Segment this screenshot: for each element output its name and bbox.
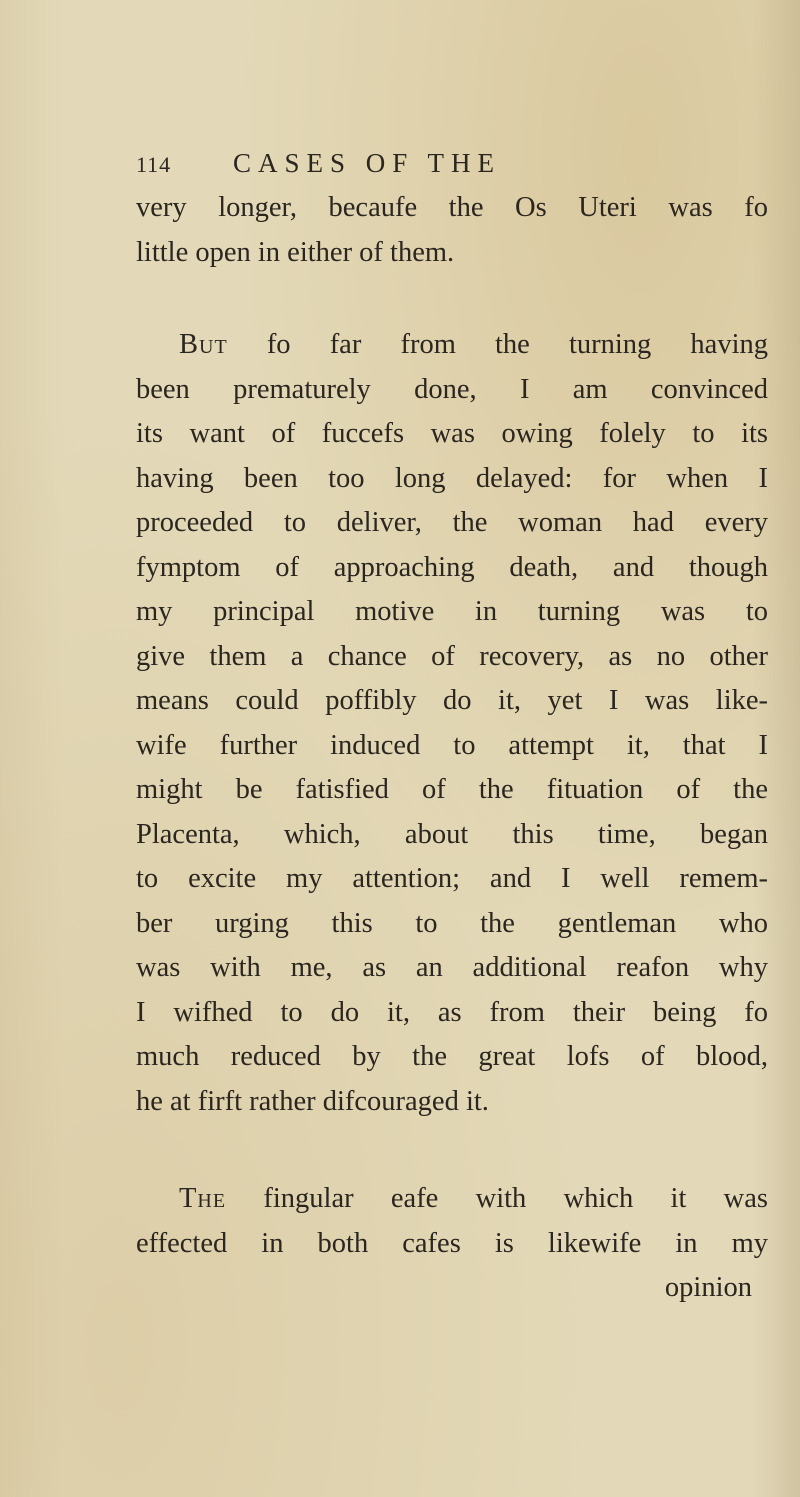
text-line: was with me, as an additional reafon why — [136, 952, 768, 983]
text-line: might be fatisfied of the fituation of the — [136, 774, 768, 805]
text-line: give them a chance of recovery, as no other — [136, 640, 768, 672]
text-line: much reduced by the great lofs of blood, — [136, 1041, 768, 1072]
catchword: opinion — [664, 1272, 752, 1303]
paragraph-lead-word: But — [179, 329, 228, 360]
text-line: Placenta, which, about this time, began — [136, 818, 768, 850]
text-line: effected in both cafes is likewife in my — [136, 1227, 768, 1259]
text-line: ber urging this to the gentleman who — [136, 907, 768, 939]
paragraph-lead-word: The — [179, 1183, 227, 1214]
text-line — [136, 1177, 768, 1222]
running-title: CASES OF THE — [232, 148, 501, 178]
paragraph-gap — [136, 1124, 768, 1177]
paragraph-2 — [136, 323, 768, 1124]
paragraph-1 — [136, 186, 768, 275]
body-text — [136, 186, 768, 1311]
text-line: fymptom of approaching death, and though — [136, 551, 768, 583]
text-line — [136, 323, 768, 368]
text-line-rest: fingular eafe with which it was — [226, 1183, 768, 1214]
text-line: proceeded to deliver, the woman had every — [136, 507, 768, 538]
text-line: means could poffibly do it, yet I was like- — [136, 685, 768, 716]
running-head — [136, 146, 776, 180]
page-number: 114 — [136, 152, 172, 177]
text-line: having been too long delayed: for when I — [136, 462, 768, 494]
text-line: to excite my attention; and I well remem- — [136, 863, 768, 894]
text-line: its want of fuccefs was owing folely to its — [136, 418, 768, 449]
paragraph-gap — [136, 275, 768, 323]
text-line: been prematurely done, I am convinced — [136, 373, 768, 405]
text-line: wife further induced to attempt it, that I — [136, 729, 768, 761]
text-line: I wifhed to do it, as from their being fo — [136, 996, 768, 1028]
paragraph-3 — [136, 1177, 768, 1266]
text-line: very longer, becaufe the Os Uteri was fo — [136, 192, 768, 223]
text-line: little open in either of them. — [136, 236, 455, 268]
text-line-rest: fo far from the turning having — [227, 329, 768, 360]
text-line: my principal motive in turning was to — [136, 596, 768, 627]
text-line: he at firft rather difcouraged it. — [136, 1085, 489, 1117]
